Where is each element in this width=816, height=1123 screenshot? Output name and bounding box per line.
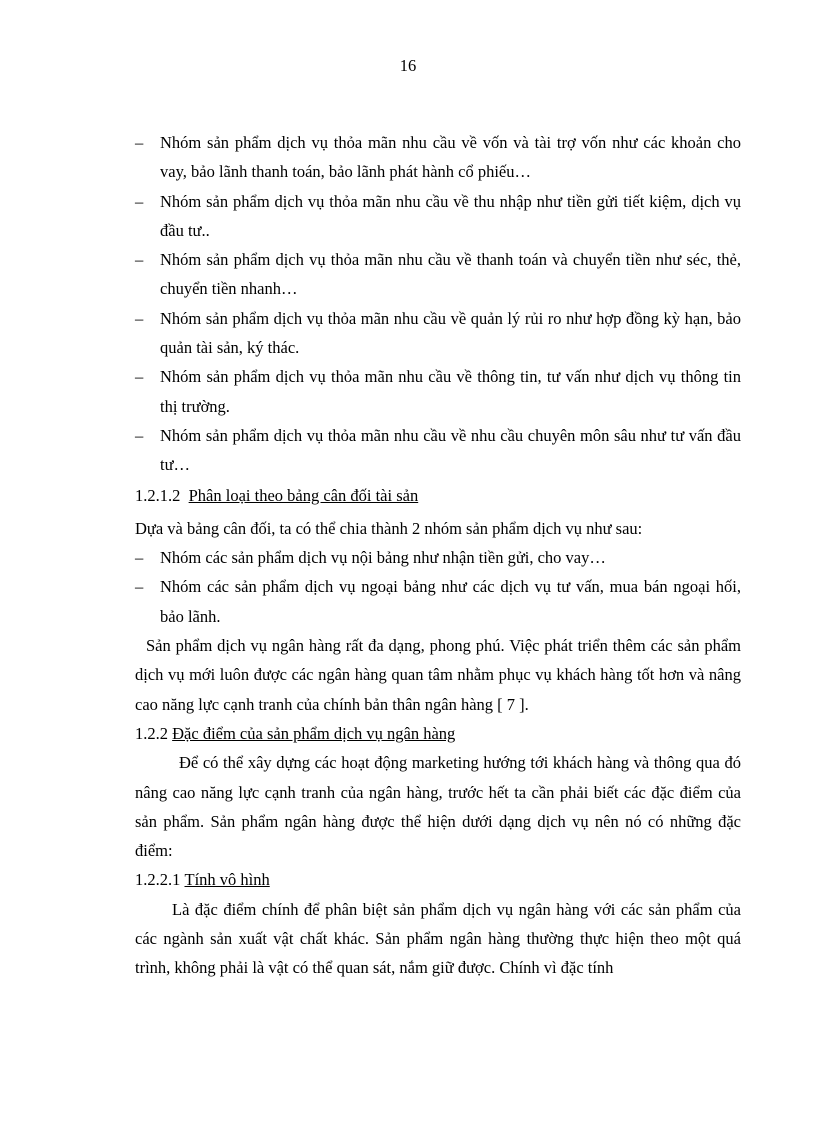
section-title: Tính vô hình: [184, 870, 270, 890]
page-body: [135, 128, 741, 983]
list-item: [135, 362, 741, 421]
list-item: [135, 421, 741, 480]
dash-marker: –: [135, 577, 144, 597]
list-item-text: Nhóm sản phẩm dịch vụ thỏa mãn nhu cầu về quản lý rủi ro như hợp đồng kỳ hạn, bảo quản tài sản, ký thác.: [160, 308, 741, 358]
dash-marker: –: [135, 308, 144, 328]
list-item-text: Nhóm sản phẩm dịch vụ thỏa mãn nhu cầu về nhu cầu chuyên môn sâu như tư vấn đầu tư…: [160, 425, 741, 475]
list-item-text: Nhóm sản phẩm dịch vụ thỏa mãn nhu cầu về thanh toán và chuyển tiền như séc, thẻ, chuyển tiền nhanh…: [160, 250, 741, 299]
list-item: [135, 187, 741, 246]
page-number: 16: [399, 56, 417, 75]
list-item-text: Nhóm các sản phẩm dịch vụ nội bảng như nhận tiền gửi, cho vay…: [160, 548, 606, 568]
section-title: Đặc điểm của sản phẩm dịch vụ ngân hàng: [172, 723, 456, 743]
list-item-text: Nhóm sản phẩm dịch vụ thỏa mãn nhu cầu về thu nhập như tiền gửi tiết kiệm, dịch vụ đầu tư..: [160, 191, 741, 240]
intangibility-paragraph: Là đặc điểm chính để phân biệt sản phẩm dịch vụ ngân hàng với các sản phẩm của các ngành sản xuất vật chất khác. Sản phẩm ngân hàng thường thực hiện theo một quá trình, không phải là vật có thể quan sát, nắm giữ được. Chính vì đặc tính: [135, 899, 741, 978]
section-heading-122: [135, 719, 741, 748]
list-item-text: Nhóm sản phẩm dịch vụ thỏa mãn nhu cầu về thông tin, tư vấn như dịch vụ thông tin thị trường.: [160, 367, 741, 416]
intro-paragraph: Dựa và bảng cân đối, ta có thể chia thành 2 nhóm sản phẩm dịch vụ như sau:: [135, 518, 643, 538]
dash-marker: –: [135, 133, 144, 152]
dash-marker: –: [135, 250, 144, 270]
section-title: Phân loại theo bảng cân đối tài sản: [188, 485, 419, 505]
dash-marker: –: [135, 367, 144, 387]
characteristics-paragraph: Để có thể xây dựng các hoạt động marketing hướng tới khách hàng và thông qua đó nâng cao năng lực cạnh tranh của ngân hàng, trước hết ta cần phải biết các đặc điểm của sản phẩm. Sản phẩm ngân hàng được thể hiện dưới dạng dịch vụ nên nó có những đặc điểm:: [135, 753, 741, 861]
bullet-list-product-groups: [135, 128, 741, 480]
dash-marker: –: [135, 425, 144, 445]
section-heading-1212: [135, 481, 741, 510]
section-number: 1.2.2.1: [135, 870, 181, 890]
list-item: [135, 543, 741, 572]
dash-marker: –: [135, 191, 144, 211]
bullet-list-balance-sheet: [135, 543, 741, 631]
list-item: [135, 304, 741, 363]
section-number: 1.2.2: [135, 723, 168, 743]
section-number: 1.2.1.2: [135, 485, 181, 505]
section-heading-1221: [135, 865, 741, 894]
list-item-text: Nhóm các sản phẩm dịch vụ ngoại bảng như các dịch vụ tư vấn, mua bán ngoại hối, bảo lãnh.: [160, 577, 741, 626]
list-item: [135, 128, 741, 187]
list-item: [135, 572, 741, 631]
summary-paragraph: Sản phẩm dịch vụ ngân hàng rất đa dạng, phong phú. Việc phát triển thêm các sản phẩm dịch vụ mới luôn được các ngân hàng quan tâm nhằm phục vụ khách hàng tốt hơn và nâng cao năng lực cạnh tranh của chính bản thân ngân hàng [ 7 ].: [135, 636, 741, 714]
dash-marker: –: [135, 548, 144, 568]
list-item-text: Nhóm sản phẩm dịch vụ thỏa mãn nhu cầu về vốn và tài trợ vốn như các khoản cho vay, bảo lãnh thanh toán, bảo lãnh phát hành cổ phiếu…: [160, 133, 741, 182]
list-item: [135, 245, 741, 304]
